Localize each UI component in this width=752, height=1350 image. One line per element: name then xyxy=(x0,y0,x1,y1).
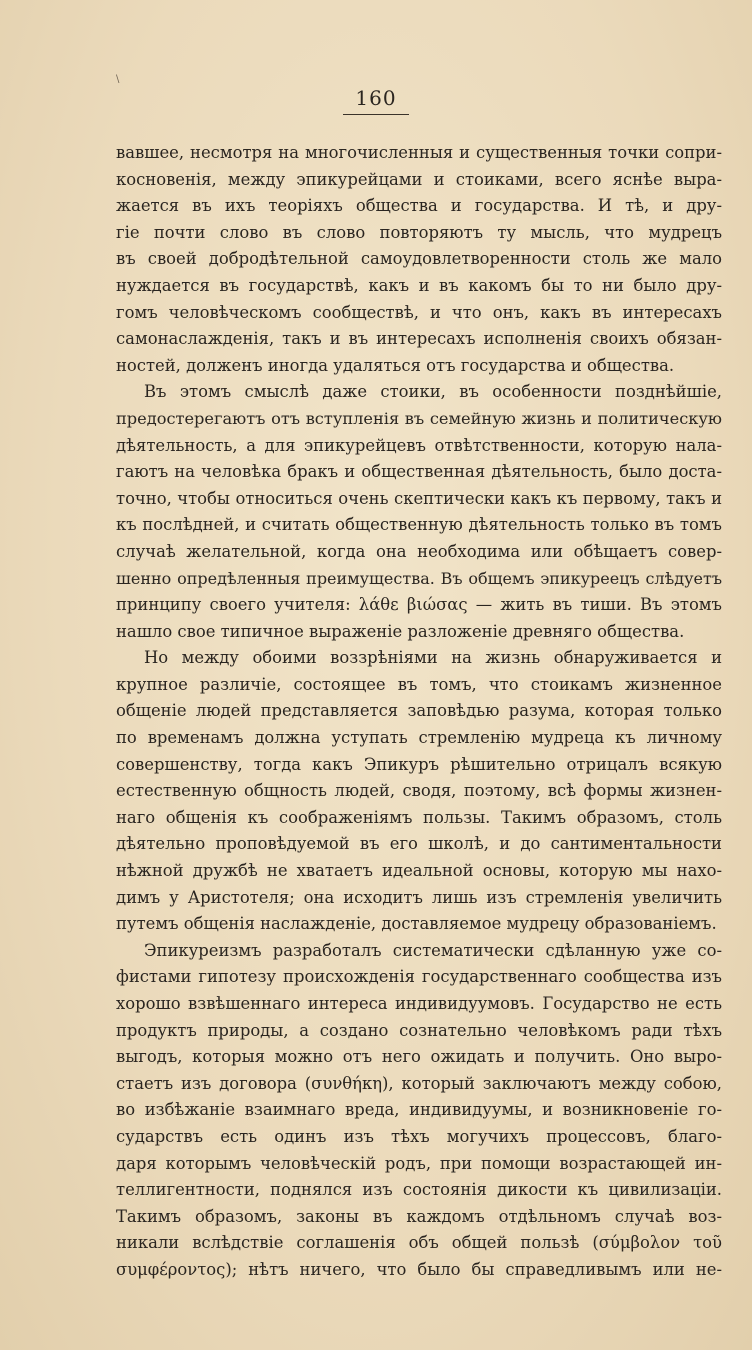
page-number: 160 xyxy=(343,86,408,115)
text-line: нуждается въ государствѣ, какъ и въ какомъ бы то ни было дру- xyxy=(116,275,722,295)
text-line: Эпикуреизмъ разработалъ систематически сдѣланную уже со- xyxy=(144,940,722,960)
text-line: путемъ общенія наслажденіе, доставляемое мудрецу образованіемъ. xyxy=(116,914,717,934)
text-line: Такимъ образомъ, законы въ каждомъ отдѣльномъ случаѣ воз- xyxy=(116,1206,722,1226)
text-line: дѣятельно проповѣдуемой въ его школѣ, и до сантиментальности xyxy=(116,834,722,854)
text-line: предостерегаютъ отъ вступленія въ семейную жизнь и политическую xyxy=(116,408,722,428)
text-line: во избѣжаніе взаимнаго вреда, индивидуумы, и возникновеніе го- xyxy=(116,1100,722,1120)
text-line: продуктъ природы, а создано сознательно человѣкомъ ради тѣхъ xyxy=(116,1020,722,1040)
text-line: косновенія, между эпикурейцами и стоиками, всего яснѣе выра- xyxy=(116,169,722,189)
text-line: συμφέροντος); нѣтъ ничего, что было бы справедливымъ или не- xyxy=(116,1259,722,1279)
text-line: наго общенія къ соображеніямъ пользы. Такимъ образомъ, столь xyxy=(116,807,722,827)
text-line: никали вслѣдствіе соглашенія объ общей пользѣ (σύμβολον τοῦ xyxy=(116,1233,722,1253)
body-text xyxy=(116,140,722,1284)
text-line: точно, чтобы относиться очень скептически какъ къ первому, такъ и xyxy=(116,488,722,508)
text-line: фистами гипотезу происхожденія государственнаго сообщества изъ xyxy=(116,967,722,987)
text-line: естественную общность людей, сводя, поэтому, всѣ формы жизнен- xyxy=(116,781,722,801)
text-line: стаетъ изъ договора (συνθήκη), который заключаютъ между собою, xyxy=(116,1073,722,1093)
text-line: случаѣ желательной, когда она необходима или обѣщаетъ совер- xyxy=(116,541,722,561)
text-line: хорошо взвѣшеннаго интереса индивидуумовъ. Государство не есть xyxy=(116,994,722,1013)
text-line: Въ этомъ смыслѣ даже стоики, въ особенности позднѣйшіе, xyxy=(144,382,722,402)
text-line: крупное различіе, состоящее въ томъ, что стоикамъ жизненное xyxy=(116,674,722,694)
text-line: нашло свое типичное выраженіе разложеніе древняго общества. xyxy=(116,621,685,641)
text-line: общеніе людей представляется заповѣдью разума, которая только xyxy=(116,701,722,721)
text-line: димъ у Аристотеля; она исходитъ лишь изъ стремленія увеличить xyxy=(116,887,722,907)
text-line: по временамъ должна уступать стремленію мудреца къ личному xyxy=(116,728,722,748)
text-line: теллигентности, поднялся изъ состоянія дикости къ цивилизаціи. xyxy=(116,1180,722,1200)
text-line: принципу своего учителя: λάθε βιώσας — жить въ тиши. Въ этомъ xyxy=(116,595,722,615)
text-line: гомъ человѣческомъ сообществѣ, и что онъ, какъ въ интересахъ xyxy=(116,302,722,322)
text-line: выгодъ, которыя можно отъ него ожидать и получить. Оно выро- xyxy=(116,1047,722,1067)
text-line: даря которымъ человѣческій родъ, при помощи возрастающей ин- xyxy=(116,1153,722,1173)
text-line: вавшее, несмотря на многочисленныя и существенныя точки сопри- xyxy=(116,143,722,162)
text-line: дѣятельность, а для эпикурейцевъ отвѣтственности, которую нала- xyxy=(116,435,722,455)
page-header xyxy=(0,86,752,115)
text-line: шенно опредѣленныя преимущества. Въ общемъ эпикуреецъ слѣдуетъ xyxy=(116,568,722,588)
text-line: въ своей добродѣтельной самоудовлетворенности столь же мало xyxy=(116,249,722,269)
text-line: сударствъ есть одинъ изъ тѣхъ могучихъ процессовъ, благо- xyxy=(116,1126,722,1146)
text-line: самонаслажденія, такъ и въ интересахъ исполненія своихъ обязан- xyxy=(116,329,722,349)
text-line: совершенству, тогда какъ Эпикуръ рѣшительно отрицалъ всякую xyxy=(116,754,722,774)
text-line: гіе почти слово въ слово повторяютъ ту мысль, что мудрецъ xyxy=(116,222,722,242)
text-line: Но между обоими воззрѣніями на жизнь обнаруживается и xyxy=(144,648,722,668)
text-line: нѣжной дружбѣ не хватаетъ идеальной основы, которую мы нахо- xyxy=(116,861,722,881)
text-line: ностей, долженъ иногда удаляться отъ государства и общества. xyxy=(116,355,675,375)
corner-mark: \ xyxy=(116,74,120,85)
text-line: къ послѣдней, и считать общественную дѣятельность только въ томъ xyxy=(116,515,722,535)
text-line: жается въ ихъ теоріяхъ общества и государства. И тѣ, и дру- xyxy=(116,196,722,216)
text-line: гаютъ на человѣка бракъ и общественная дѣятельность, было доста- xyxy=(116,462,722,482)
